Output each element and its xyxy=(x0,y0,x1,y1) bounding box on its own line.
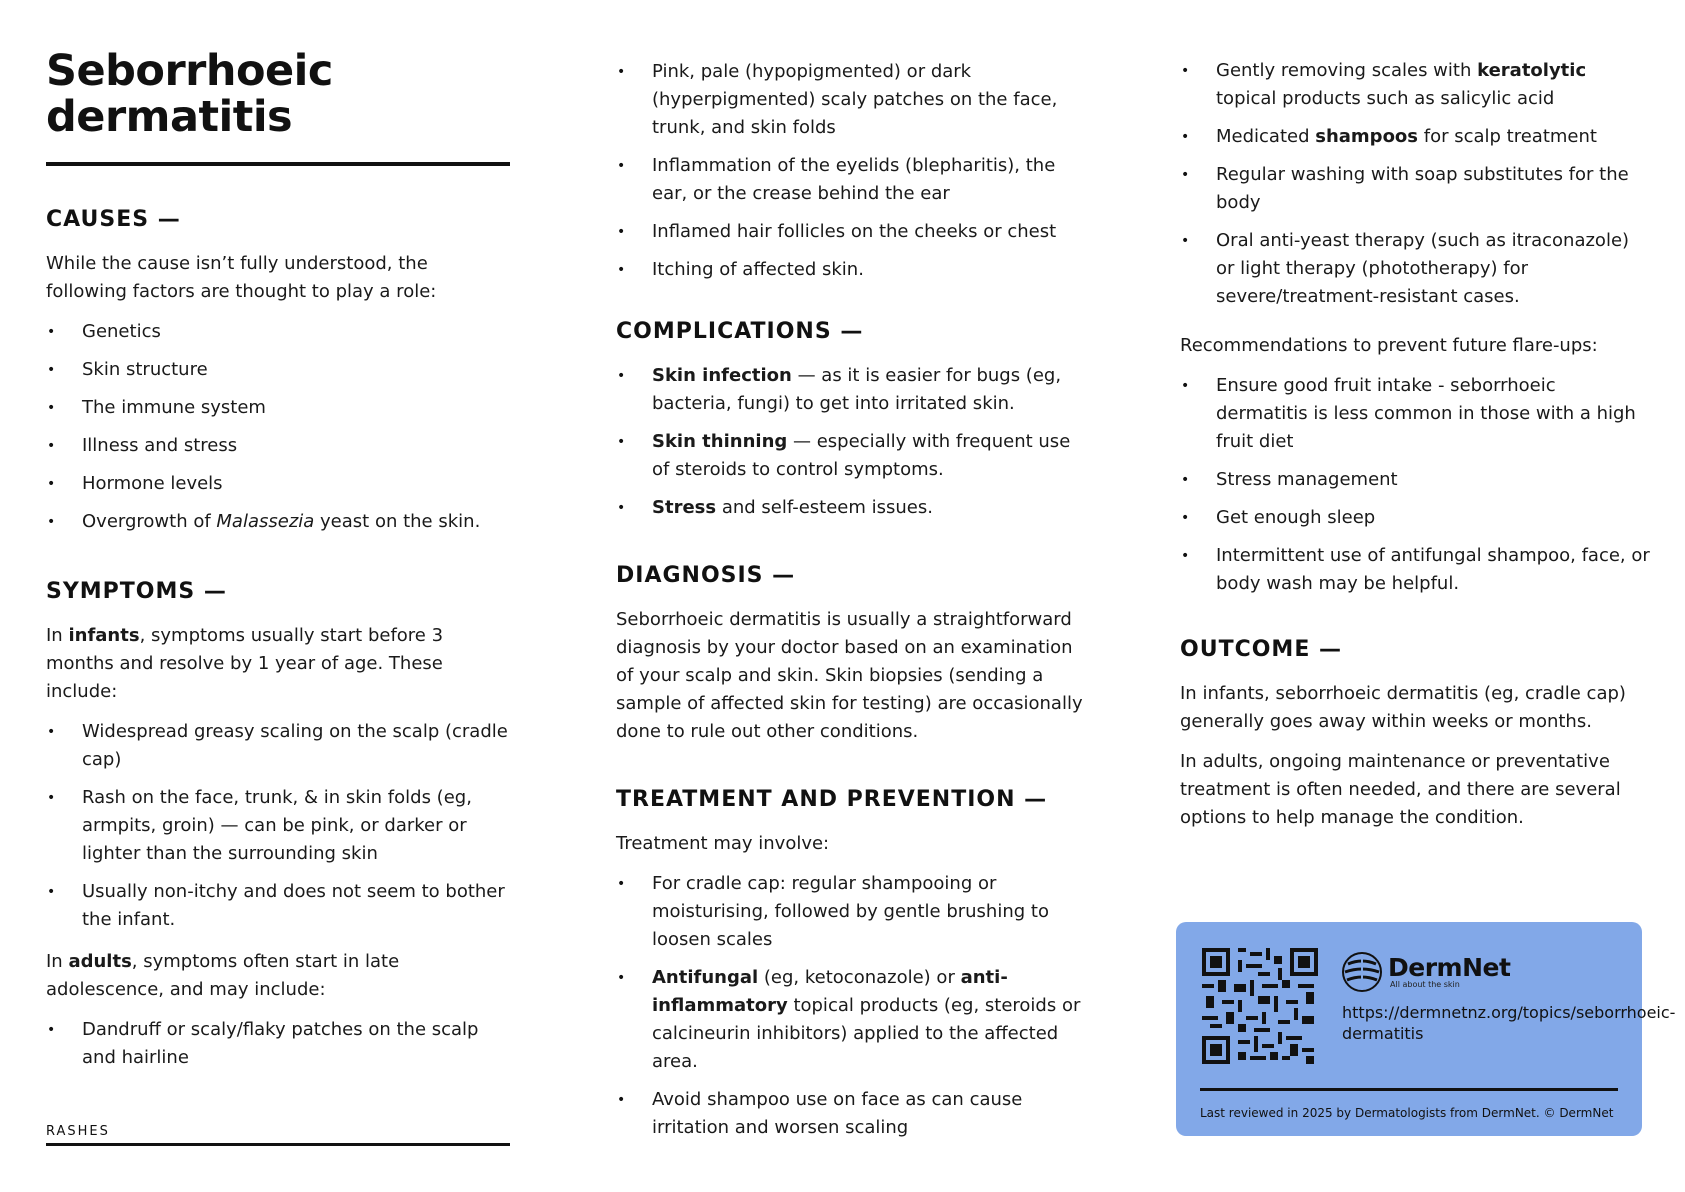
list-item: • Medicated shampoos for scalp treatment xyxy=(1180,123,1650,151)
dermnet-brand xyxy=(1342,952,1510,992)
brand-name: DermNet xyxy=(1388,953,1511,982)
list-item: • Stress management xyxy=(1180,466,1650,494)
symptoms-infants-intro: In infants, symptoms usually start before 3 months and resolve by 1 year of age. These include: xyxy=(46,625,444,702)
list-item: • Inflammation of the eyelids (blepharitis), the ear, or the crease behind the ear xyxy=(616,152,1088,208)
category-label: RASHES xyxy=(46,1124,110,1139)
treatment-list-part2 xyxy=(1180,57,1650,321)
symptoms-adults-intro: In adults, symptoms often start in late adolescence, and may include: xyxy=(46,951,400,1000)
list-item: • Dandruff or scaly/flaky patches on the scalp and hairline xyxy=(46,1016,510,1072)
treatment-heading: TREATMENT AND PREVENTION — xyxy=(616,787,1048,812)
treatment-list-part1 xyxy=(616,870,1088,1142)
list-item: • Skin infection — as it is easier for bugs (eg, bacteria, fungi) to get into irritated skin. xyxy=(616,362,1088,418)
prevention-block xyxy=(1180,332,1650,608)
review-note: Last reviewed in 2025 by Dermatologists from DermNet. © DermNet xyxy=(1200,1106,1614,1120)
list-item: • Itching of affected skin. xyxy=(616,256,1088,284)
list-item: • Stress and self-esteem issues. xyxy=(616,494,1088,522)
treatment-intro: Treatment may involve: xyxy=(616,833,830,854)
brand-tagline: All about the skin xyxy=(1390,980,1460,989)
infant-symptoms-list xyxy=(46,718,510,934)
dermnet-info-card xyxy=(1176,922,1676,1136)
list-item: • Oral anti-yeast therapy (such as itraconazole) or light therapy (phototherapy) for severe/treatment-resistant cases. xyxy=(1180,227,1650,311)
complications-heading: COMPLICATIONS — xyxy=(616,319,864,344)
topic-url-link[interactable]: https://dermnetnz.org/topics/seborrhoeic-dermatitis xyxy=(1342,1003,1676,1043)
outcome-adults: In adults, ongoing maintenance or preventative treatment is often needed, and there are several options to help manage the condition. xyxy=(1180,751,1621,828)
complications-list xyxy=(616,362,1088,522)
list-item: • Usually non-itchy and does not seem to bother the infant. xyxy=(46,878,510,934)
footer-divider xyxy=(46,1143,510,1146)
prevention-intro: Recommendations to prevent future flare-ups: xyxy=(1180,335,1598,356)
list-item: • Overgrowth of Malassezia yeast on the skin. xyxy=(46,508,510,536)
list-item: • Skin thinning — especially with frequent use of steroids to control symptoms. xyxy=(616,428,1088,484)
page-title xyxy=(46,48,333,140)
list-item: • Intermittent use of antifungal shampoo, face, or body wash may be helpful. xyxy=(1180,542,1650,598)
symptoms-section xyxy=(46,578,510,1082)
outcome-infants: In infants, seborrhoeic dermatitis (eg, cradle cap) generally goes away within weeks or months. xyxy=(1180,683,1626,732)
qr-code-icon[interactable] xyxy=(1202,948,1318,1064)
symptoms-heading: SYMPTOMS — xyxy=(46,579,227,604)
treatment-section xyxy=(616,786,1088,1152)
list-item: • Antifungal (eg, ketoconazole) or anti-inflammatory topical products (eg, steroids or calcineurin inhibitors) applied to the affected area. xyxy=(616,964,1088,1076)
title-divider xyxy=(46,162,510,166)
malassezia-term: Malassezia xyxy=(216,511,315,532)
list-item: • Genetics xyxy=(46,318,510,346)
causes-list xyxy=(46,318,510,536)
title-line-1: Seborrhoeic xyxy=(46,46,333,96)
list-item: • Illness and stress xyxy=(46,432,510,460)
list-item: • Skin structure xyxy=(46,356,510,384)
adult-symptoms-list-part1 xyxy=(46,1016,510,1072)
list-item: • The immune system xyxy=(46,394,510,422)
list-item: • Inflamed hair follicles on the cheeks or chest xyxy=(616,218,1088,246)
list-item: • Regular washing with soap substitutes for the body xyxy=(1180,161,1650,217)
list-item: • For cradle cap: regular shampooing or moisturising, followed by gentle brushing to loosen scales xyxy=(616,870,1088,954)
list-item: • Widespread greasy scaling on the scalp (cradle cap) xyxy=(46,718,510,774)
card-divider xyxy=(1200,1088,1618,1091)
outcome-section xyxy=(1180,636,1650,844)
causes-section xyxy=(46,206,510,546)
diagnosis-heading: DIAGNOSIS — xyxy=(616,563,796,588)
list-item: • Rash on the face, trunk, & in skin folds (eg, armpits, groin) — can be pink, or darker or lighter than the surrounding skin xyxy=(46,784,510,868)
dermnet-globe-icon xyxy=(1342,952,1382,992)
list-item: • Avoid shampoo use on face as can cause irritation and worsen scaling xyxy=(616,1086,1088,1142)
title-line-2: dermatitis xyxy=(46,92,293,142)
complications-section xyxy=(616,318,1088,532)
causes-heading: CAUSES — xyxy=(46,207,181,232)
list-item: • Hormone levels xyxy=(46,470,510,498)
list-item: • Ensure good fruit intake - seborrhoeic dermatitis is less common in those with a high fruit diet xyxy=(1180,372,1650,456)
causes-intro: While the cause isn’t fully understood, the following factors are thought to play a role: xyxy=(46,253,437,302)
prevention-list xyxy=(1180,372,1650,598)
adult-symptoms-list-part2 xyxy=(616,58,1088,294)
list-item: • Get enough sleep xyxy=(1180,504,1650,532)
diagnosis-section xyxy=(616,562,1088,758)
list-item: • Pink, pale (hypopigmented) or dark (hyperpigmented) scaly patches on the face, trunk, and skin folds xyxy=(616,58,1088,142)
diagnosis-text: Seborrhoeic dermatitis is usually a straightforward diagnosis by your doctor based on an examination of your scalp and skin. Skin biopsies (sending a sample of affected skin for testing) are occasionally done to rule out other conditions. xyxy=(616,609,1083,742)
outcome-heading: OUTCOME — xyxy=(1180,637,1343,662)
list-item: • Gently removing scales with keratolytic topical products such as salicylic acid xyxy=(1180,57,1650,113)
